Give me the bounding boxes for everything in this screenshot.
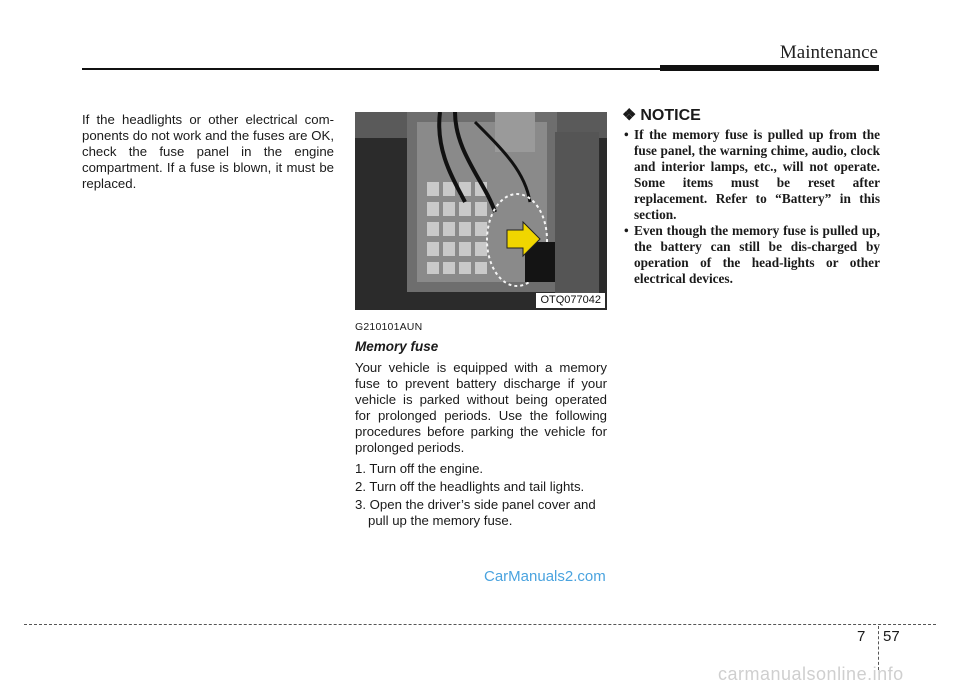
header-title: Maintenance xyxy=(779,42,878,63)
bullet-icon: • xyxy=(624,127,629,142)
notice-column xyxy=(622,108,880,287)
header-rule-thick xyxy=(660,65,879,71)
steps-list xyxy=(355,461,607,529)
fuse-panel-photo xyxy=(355,112,607,310)
site-watermark[interactable]: carmanualsonline.info xyxy=(718,664,904,684)
notice-heading xyxy=(622,108,880,124)
bullet-icon: • xyxy=(624,223,629,238)
step-item: 2. Turn off the headlights and tail lights. xyxy=(355,479,585,494)
step-item: 3. Open the driver’s side panel cover and pull up the memory fuse. xyxy=(355,497,596,528)
notice-item: • If the memory fuse is pulled up from the fuse panel, the warning chime, audio, clock and interior lamps, etc., will not operate. Some items must be reset after replacement. Refer to “Battery” in this section. xyxy=(624,127,880,222)
step-item: 1. Turn off the engine. xyxy=(355,461,484,476)
figure-code: OTQ077042 xyxy=(536,293,605,308)
notice-item: • Even though the memory fuse is pulled up, the battery can still be dis-charged by operation of the head-lights or other electrical devices. xyxy=(624,223,880,286)
watermark-link[interactable]: CarManuals2.com xyxy=(484,568,606,585)
section-title: Memory fuse xyxy=(355,339,439,354)
intro-paragraph: If the headlights or other electrical com-ponents do not work and the fuses are OK, check the fuse panel in the engine compartment. If a fuse is blown, it must be replaced. xyxy=(82,112,334,191)
page-number: 57 xyxy=(883,628,900,645)
fuse-panel-illustration xyxy=(355,112,607,310)
notice-icon: ❖ xyxy=(622,107,637,124)
notice-title: NOTICE xyxy=(640,107,701,124)
header-rule-thin xyxy=(82,68,660,70)
section-body: Your vehicle is equipped with a memory fuse to prevent battery discharge if your vehicle is parked without being operated for prolonged periods. Use the following procedures before parking the vehicle for prolonged periods. xyxy=(355,360,607,455)
section-code: G210101AUN xyxy=(355,321,423,333)
memory-fuse-column xyxy=(355,112,607,529)
footer-rule xyxy=(24,624,936,625)
intro-column xyxy=(82,112,334,192)
page-chapter: 7 xyxy=(857,628,866,645)
notice-list xyxy=(622,127,880,287)
